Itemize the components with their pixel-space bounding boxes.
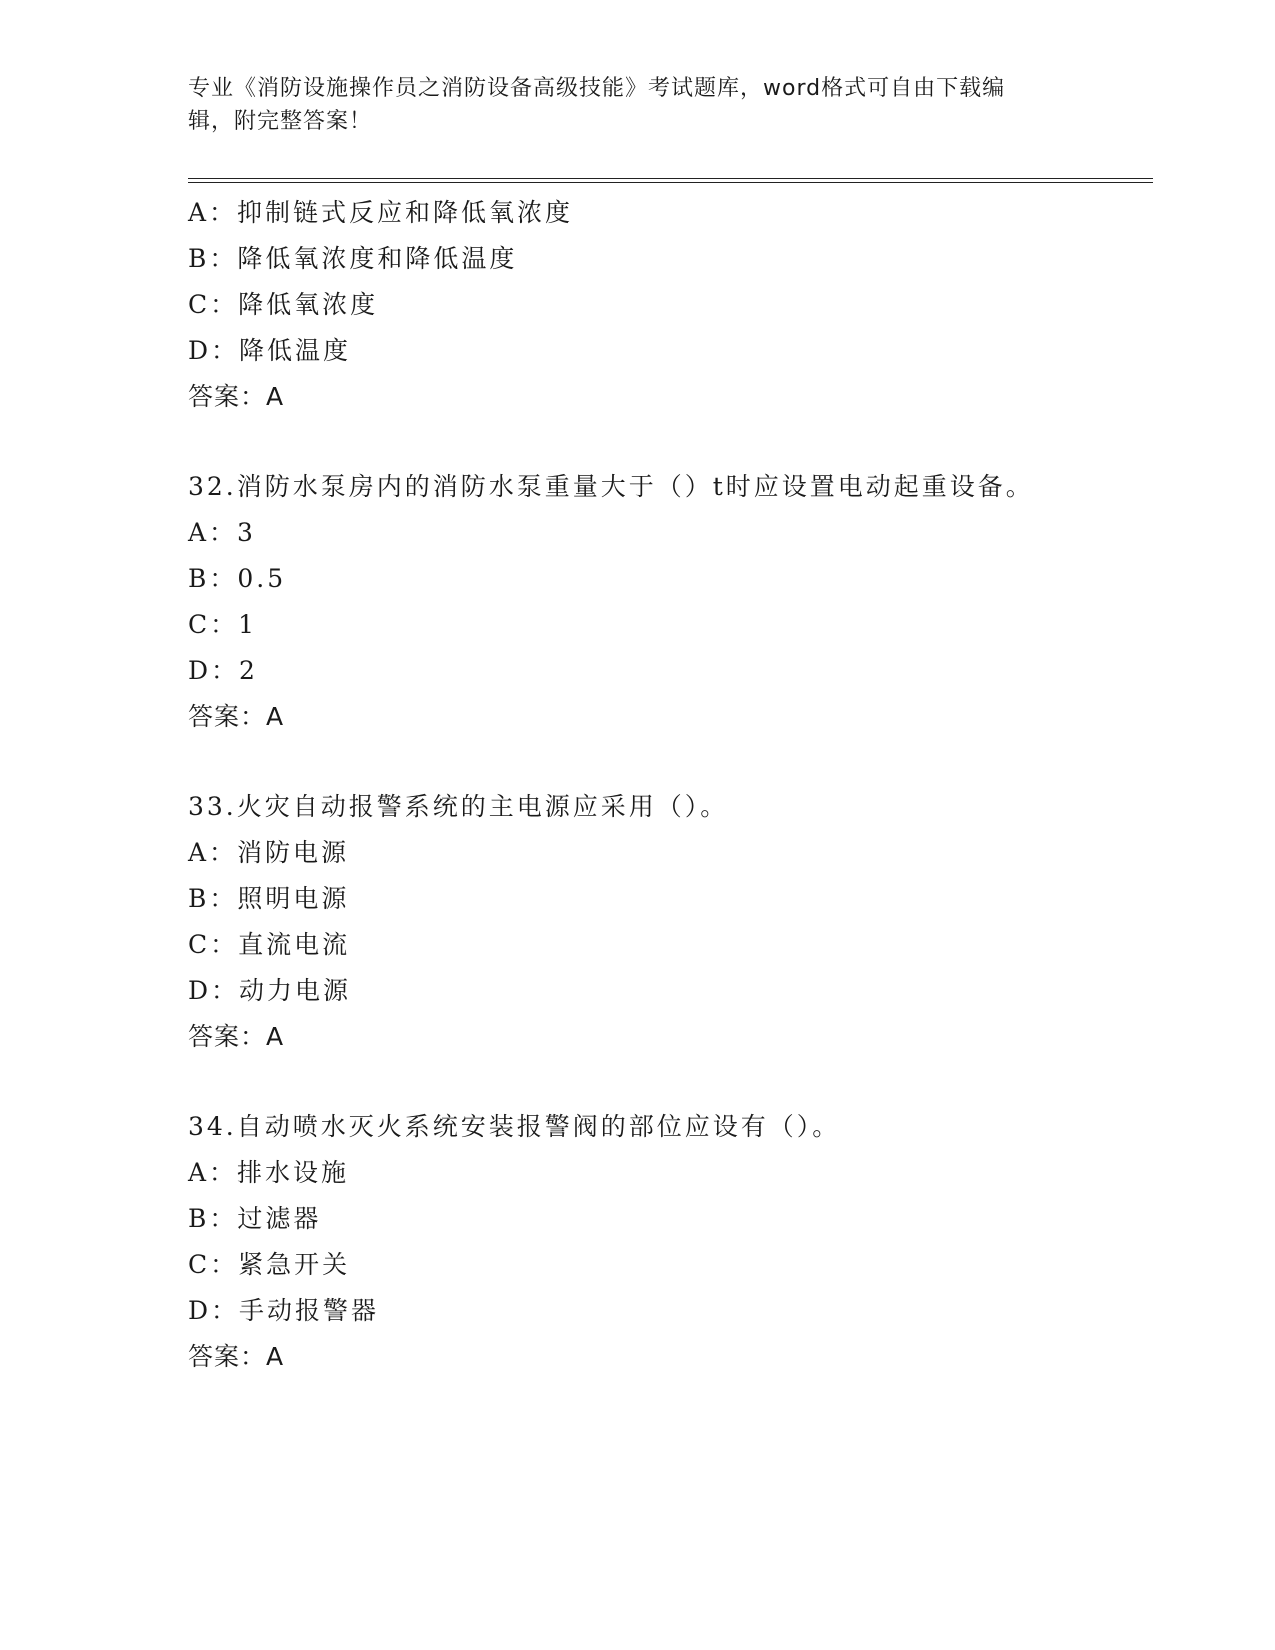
answer-line: 答案：A (188, 702, 285, 731)
option-a: A：排水设施 (188, 1158, 350, 1187)
question-text: 32.消防水泵房内的消防水泵重量大于（）t时应设置电动起重设备。 (188, 472, 1034, 501)
spacer (188, 1060, 1148, 1104)
option-d: D：动力电源 (188, 976, 352, 1005)
option-d: D：手动报警器 (188, 1296, 380, 1325)
option-c: C：1 (188, 610, 258, 639)
question-31-tail (188, 190, 1148, 420)
option-b: B：照明电源 (188, 884, 350, 913)
header-divider-bottom (188, 182, 1153, 183)
option-c: C：紧急开关 (188, 1250, 351, 1279)
option-c: C：直流电流 (188, 930, 351, 959)
question-32 (188, 464, 1148, 740)
question-33 (188, 784, 1148, 1060)
option-b: B：降低氧浓度和降低温度 (188, 244, 518, 273)
spacer (188, 420, 1148, 464)
question-content (188, 190, 1148, 1380)
spacer (188, 740, 1148, 784)
question-text: 34.自动喷水灭火系统安装报警阀的部位应设有（）。 (188, 1112, 841, 1141)
option-a: A：3 (188, 518, 256, 547)
answer-line: 答案：A (188, 1342, 285, 1371)
option-d: D：降低温度 (188, 336, 352, 365)
option-b: B：0.5 (188, 564, 287, 593)
option-c: C：降低氧浓度 (188, 290, 379, 319)
document-header (188, 72, 1068, 138)
option-d: D：2 (188, 656, 258, 685)
header-divider-top (188, 178, 1153, 179)
option-b: B：过滤器 (188, 1204, 322, 1233)
header-line-1: 专业《消防设施操作员之消防设备高级技能》考试题库，word格式可自由下载编 (188, 76, 1006, 101)
header-line-2: 辑，附完整答案！ (188, 109, 373, 134)
option-a: A：抑制链式反应和降低氧浓度 (188, 198, 574, 227)
answer-line: 答案：A (188, 1022, 285, 1051)
answer-line: 答案：A (188, 382, 285, 411)
question-text: 33.火灾自动报警系统的主电源应采用（）。 (188, 792, 729, 821)
option-a: A：消防电源 (188, 838, 350, 867)
question-34 (188, 1104, 1148, 1380)
